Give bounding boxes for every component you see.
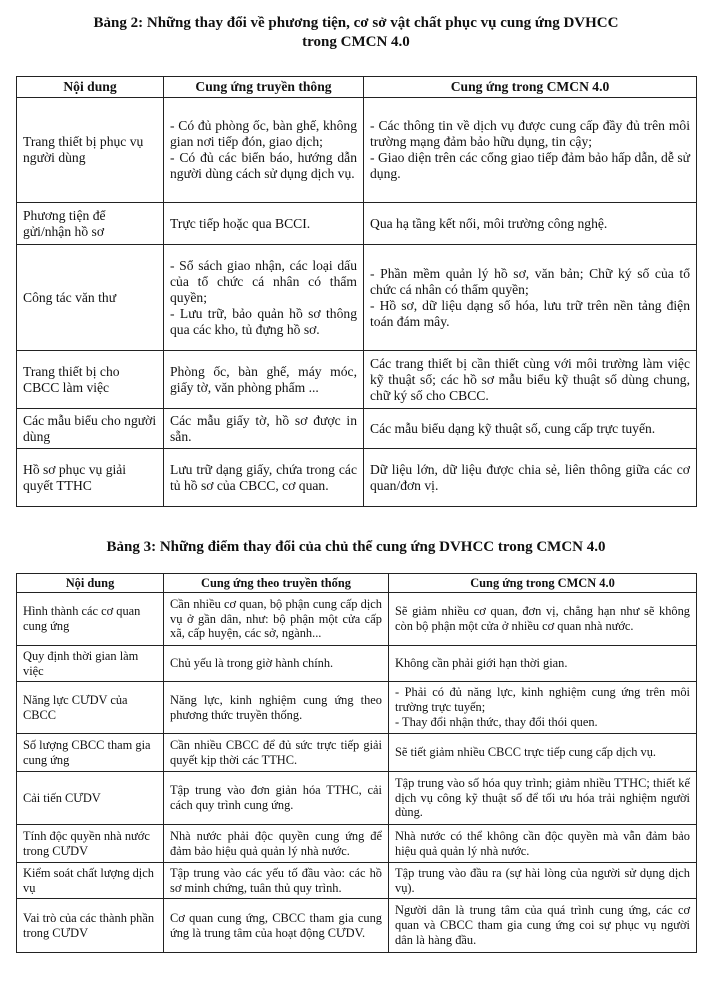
cell-line: Tập trung vào các yếu tố đầu vào: các hồ sơ minh chứng, tuân thủ quy trình.	[170, 865, 382, 895]
cmcn-cell	[364, 449, 697, 507]
cell-line: - Có đủ phòng ốc, bàn ghế, không gian nơi tiếp đón, giao dịch;	[170, 118, 357, 149]
cell-line: Cần nhiều cơ quan, bộ phận cung cấp dịch vụ ở gần dân, như: bộ phận một cửa cấp xã, cấp huyện, các sở, ngành...	[170, 596, 382, 641]
cell-line: Các trang thiết bị cần thiết cùng với môi trường làm việc kỹ thuật số; các hồ sơ mẫu biểu kỹ thuật số dùng chung, chữ ký số cho CBCC.	[370, 355, 690, 403]
traditional-cell	[164, 351, 364, 409]
traditional-cell	[164, 98, 364, 203]
cell-line: - Hồ sơ, dữ liệu dạng số hóa, lưu trữ trên nền tảng điện toán đám mây.	[370, 297, 690, 329]
cmcn-cell	[364, 245, 697, 351]
cmcn-cell	[389, 734, 697, 772]
table-row	[17, 899, 697, 953]
table-row	[17, 682, 697, 734]
row-content-cell: Kiểm soát chất lượng dịch vụ	[17, 863, 164, 899]
cmcn-cell	[389, 772, 697, 825]
table2-title-line2: trong CMCN 4.0	[302, 34, 410, 50]
row-content-cell: Số lượng CBCC tham gia cung ứng	[17, 734, 164, 772]
traditional-cell	[164, 863, 389, 899]
cell-line: Năng lực, kinh nghiệm cung ứng theo phương thức truyền thống.	[170, 692, 382, 722]
cell-line: - Thay đổi nhận thức, thay đổi thói quen.	[395, 714, 598, 729]
table-row	[17, 825, 697, 863]
traditional-cell	[164, 449, 364, 507]
cell-line: Dữ liệu lớn, dữ liệu được chia sẻ, liên thông giữa các cơ quan/đơn vị.	[370, 461, 690, 493]
cmcn-cell	[389, 899, 697, 953]
table-row	[17, 245, 697, 351]
cell-line: - Các thông tin về dịch vụ được cung cấp đầy đủ trên môi trường mạng đảm bảo hữu dụng, tin cậy;	[370, 118, 690, 149]
row-content-cell: Vai trò của các thành phần trong CƯDV	[17, 899, 164, 953]
cell-line: Các mẫu biểu dạng kỹ thuật số, cung cấp trực tuyến.	[370, 420, 656, 436]
cell-line: Không cần phải giới hạn thời gian.	[395, 656, 568, 671]
table2-header-content: Nội dung	[17, 77, 164, 98]
traditional-cell	[164, 682, 389, 734]
table-row	[17, 203, 697, 245]
cell-line: Tập trung vào số hóa quy trình; giảm nhiều TTHC; thiết kế dịch vụ công kỹ thuật số để tối ưu hóa trải nghiệm người dùng.	[395, 775, 690, 820]
row-content-cell: Phương tiện để gửi/nhận hồ sơ	[17, 203, 164, 245]
table-row	[17, 734, 697, 772]
table2	[16, 76, 697, 507]
row-content-cell: Quy định thời gian làm việc	[17, 646, 164, 682]
traditional-cell	[164, 899, 389, 953]
cmcn-cell	[364, 203, 697, 245]
cell-line: - Giao diện trên các cổng giao tiếp đảm bảo hấp dẫn, dễ sử dụng.	[370, 150, 690, 181]
table3	[16, 573, 697, 953]
cell-line: Nhà nước có thể không cần độc quyền mà vẫn đảm bảo hiệu quả quản lý nhà nước.	[395, 828, 690, 858]
cmcn-cell	[389, 646, 697, 682]
row-content-cell: Hồ sơ phục vụ giải quyết TTHC	[17, 449, 164, 507]
cell-line: Cơ quan cung ứng, CBCC tham gia cung ứng là trung tâm của hoạt động CƯDV.	[170, 910, 382, 940]
table3-header-content: Nội dung	[17, 574, 164, 593]
table-row	[17, 772, 697, 825]
cell-line: Sẽ tiết giảm nhiều CBCC trực tiếp cung cấp dịch vụ.	[395, 745, 657, 760]
cell-line: Trực tiếp hoặc qua BCCI.	[170, 215, 311, 231]
cell-line: - Phải có đủ năng lực, kinh nghiệm cung ứng trên môi trường trực tuyến;	[395, 685, 690, 715]
table-row	[17, 98, 697, 203]
traditional-cell	[164, 734, 389, 772]
cell-line: Qua hạ tầng kết nối, môi trường công nghệ.	[370, 215, 608, 231]
cell-line: Phòng ốc, bàn ghế, máy móc, giấy tờ, văn phòng phẩm ...	[170, 363, 357, 395]
table-row	[17, 646, 697, 682]
table-row	[17, 449, 697, 507]
table-row	[17, 351, 697, 409]
cmcn-cell	[364, 409, 697, 449]
cell-line: Chủ yếu là trong giờ hành chính.	[170, 656, 334, 671]
cell-line: Nhà nước phải độc quyền cung ứng để đảm bảo hiệu quả quản lý nhà nước.	[170, 828, 382, 858]
cmcn-cell	[389, 682, 697, 734]
cell-line: Tập trung vào đầu ra (sự hài lòng của người sử dụng dịch vụ).	[395, 865, 690, 895]
traditional-cell	[164, 203, 364, 245]
cell-line: - Sổ sách giao nhận, các loại dấu của tổ chức cá nhân có thẩm quyền;	[170, 257, 357, 305]
table3-header-row	[17, 574, 697, 593]
table3-header-cmcn: Cung ứng trong CMCN 4.0	[389, 574, 697, 593]
cmcn-cell	[364, 351, 697, 409]
row-content-cell: Trang thiết bị cho CBCC làm việc	[17, 351, 164, 409]
table-row	[17, 863, 697, 899]
cell-line: Lưu trữ dạng giấy, chứa trong các tủ hồ sơ của CBCC, cơ quan.	[170, 461, 357, 493]
cmcn-cell	[364, 98, 697, 203]
table-row	[17, 409, 697, 449]
cmcn-cell	[389, 863, 697, 899]
traditional-cell	[164, 593, 389, 646]
row-content-cell: Các mẫu biểu cho người dùng	[17, 409, 164, 449]
cell-line: Người dân là trung tâm của quá trình cung ứng, các cơ quan và CBCC tham gia cung ứng coi sự phục vụ người dân là hàng đầu.	[395, 903, 690, 947]
table3-header-traditional: Cung ứng theo truyền thống	[164, 574, 389, 593]
row-content-cell: Cải tiến CƯDV	[17, 772, 164, 825]
table2-header-traditional: Cung ứng truyền thông	[164, 77, 364, 98]
row-content-cell: Công tác văn thư	[17, 245, 164, 351]
cell-line: - Phần mềm quản lý hồ sơ, văn bản; Chữ ký số của tổ chức cá nhân có thẩm quyền;	[370, 265, 690, 297]
cell-line: Cần nhiều CBCC để đủ sức trực tiếp giải quyết kịp thời các TTHC.	[170, 737, 382, 767]
table2-header-row	[17, 77, 697, 98]
table-row	[17, 593, 697, 646]
cell-line: - Lưu trữ, bảo quản hồ sơ thông qua các kho, tủ đựng hồ sơ.	[170, 305, 357, 337]
traditional-cell	[164, 245, 364, 351]
cell-line: - Có đủ các biển báo, hướng dẫn người dùng cách sử dụng dịch vụ.	[170, 150, 357, 181]
traditional-cell	[164, 772, 389, 825]
table2-title	[0, 14, 712, 52]
cell-line: Các mẫu giấy tờ, hồ sơ được in sẵn.	[170, 412, 357, 444]
row-content-cell: Hình thành các cơ quan cung ứng	[17, 593, 164, 646]
cell-line: Sẽ giảm nhiều cơ quan, đơn vị, chẳng hạn như sẽ không còn bộ phận một cửa ở nhiều cơ quan nhà nước.	[395, 604, 690, 633]
cell-line: Tập trung vào đơn giản hóa TTHC, cải cách quy trình cung ứng.	[170, 783, 382, 812]
traditional-cell	[164, 825, 389, 863]
cmcn-cell	[389, 593, 697, 646]
table3-title: Bảng 3: Những điểm thay đổi của chủ thể cung ứng DVHCC trong CMCN 4.0	[106, 539, 606, 555]
traditional-cell	[164, 646, 389, 682]
table2-title-line1: Bảng 2: Những thay đổi về phương tiện, cơ sở vật chất phục vụ cung ứng DVHCC	[93, 15, 619, 31]
table2-header-cmcn: Cung ứng trong CMCN 4.0	[364, 77, 697, 98]
row-content-cell: Trang thiết bị phục vụ người dùng	[17, 98, 164, 203]
row-content-cell: Năng lực CƯDV của CBCC	[17, 682, 164, 734]
cmcn-cell	[389, 825, 697, 863]
traditional-cell	[164, 409, 364, 449]
row-content-cell: Tính độc quyền nhà nước trong CƯDV	[17, 825, 164, 863]
